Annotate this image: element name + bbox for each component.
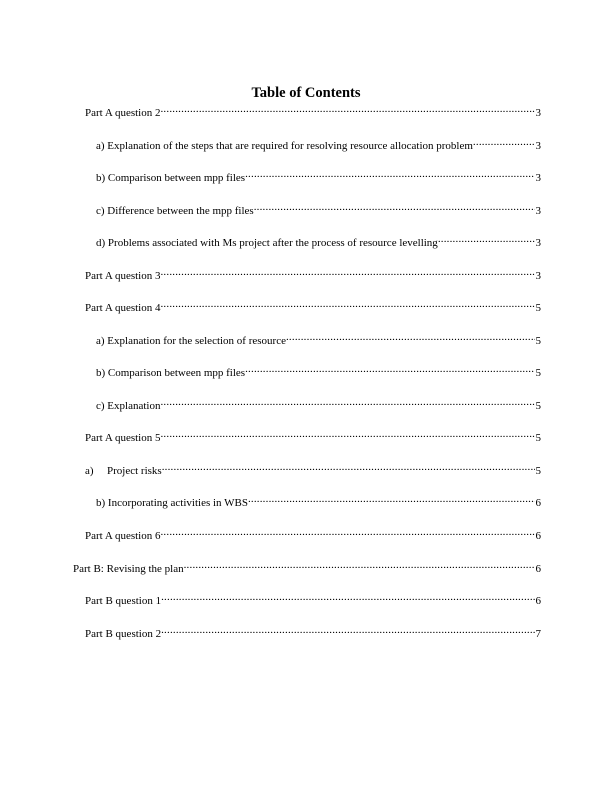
toc-page-number: 3 [535,270,541,282]
toc-entry[interactable] [96,362,541,380]
toc-entry-label: c) Difference between the mpp files [96,205,254,217]
toc-leader-dots [160,395,534,409]
toc-entry[interactable] [85,590,541,608]
toc-entry-label: a) Explanation of the steps that are required for resolving resource allocation problem [96,140,473,152]
toc-entry[interactable] [96,492,541,510]
toc-title: Table of Contents [251,85,361,101]
toc-page-number: 6 [535,530,541,542]
toc-entry[interactable] [96,395,541,413]
toc-page-number: 3 [535,205,541,217]
toc-leader-dots [473,135,535,149]
toc-entry[interactable] [85,427,541,445]
toc-page-number: 5 [535,302,541,314]
toc-entry[interactable] [85,525,541,543]
toc-page-number: 7 [535,628,541,640]
toc-entry-label: d) Problems associated with Ms project after the process of resource levelling [96,237,438,249]
toc-entry-label: Part A question 6 [85,530,161,542]
toc-entry[interactable] [85,297,541,315]
toc-leader-dots [184,558,535,572]
toc-entry[interactable] [96,167,541,185]
toc-leader-dots [438,232,535,246]
toc-page-number: 3 [535,172,541,184]
toc-leader-dots [160,297,534,311]
toc-entry-label: a) Explanation for the selection of resource [96,335,286,347]
toc-leader-dots [245,167,534,181]
toc-entry-label: c) Explanation [96,400,161,412]
toc-entry-label: Project risks [107,465,162,477]
toc-page-number: 5 [535,367,541,379]
toc-page-number: 5 [535,465,541,477]
toc-page-number: 3 [535,107,541,119]
toc-leader-dots [160,265,534,279]
toc-entry-label: Part A question 2 [85,107,161,119]
toc-entry-label: Part B: Revising the plan [73,563,184,575]
toc-entry[interactable] [73,558,541,576]
toc-page-number: 5 [535,400,541,412]
toc-entry-label: b) Comparison between mpp files [96,172,246,184]
toc-page-number: 5 [535,335,541,347]
toc-leader-dots [254,200,535,214]
toc-entry-label: Part B question 1 [85,595,162,607]
toc-leader-dots [248,492,535,506]
toc-leader-dots [160,102,534,116]
toc-entry-label: Part B question 2 [85,628,162,640]
toc-entry-label: Part A question 5 [85,432,161,444]
toc-entry[interactable] [96,232,541,250]
toc-list-marker: a) [85,465,94,477]
toc-page-number: 3 [535,140,541,152]
toc-entry-label: Part A question 4 [85,302,161,314]
toc-entry[interactable] [96,330,541,348]
toc-entry[interactable] [96,135,541,153]
toc-leader-dots [160,525,534,539]
toc-leader-dots [286,330,535,344]
toc-entry[interactable] [85,623,541,641]
toc-entry-label: b) Incorporating activities in WBS [96,497,248,509]
toc-page-number: 5 [535,432,541,444]
toc-leader-dots [161,623,534,637]
toc-entry[interactable] [85,460,541,478]
toc-page-number: 6 [535,595,541,607]
toc-leader-dots [161,590,534,604]
toc-entry-label: Part A question 3 [85,270,161,282]
toc-page-number: 3 [535,237,541,249]
toc-leader-dots [162,460,535,474]
toc-page-number: 6 [535,497,541,509]
toc-entry-label: b) Comparison between mpp files [96,367,246,379]
toc-entry[interactable] [85,265,541,283]
toc-leader-dots [160,427,534,441]
toc-page-number: 6 [535,563,541,575]
toc-leader-dots [245,362,534,376]
toc-entry[interactable] [96,200,541,218]
toc-entry[interactable] [85,102,541,120]
